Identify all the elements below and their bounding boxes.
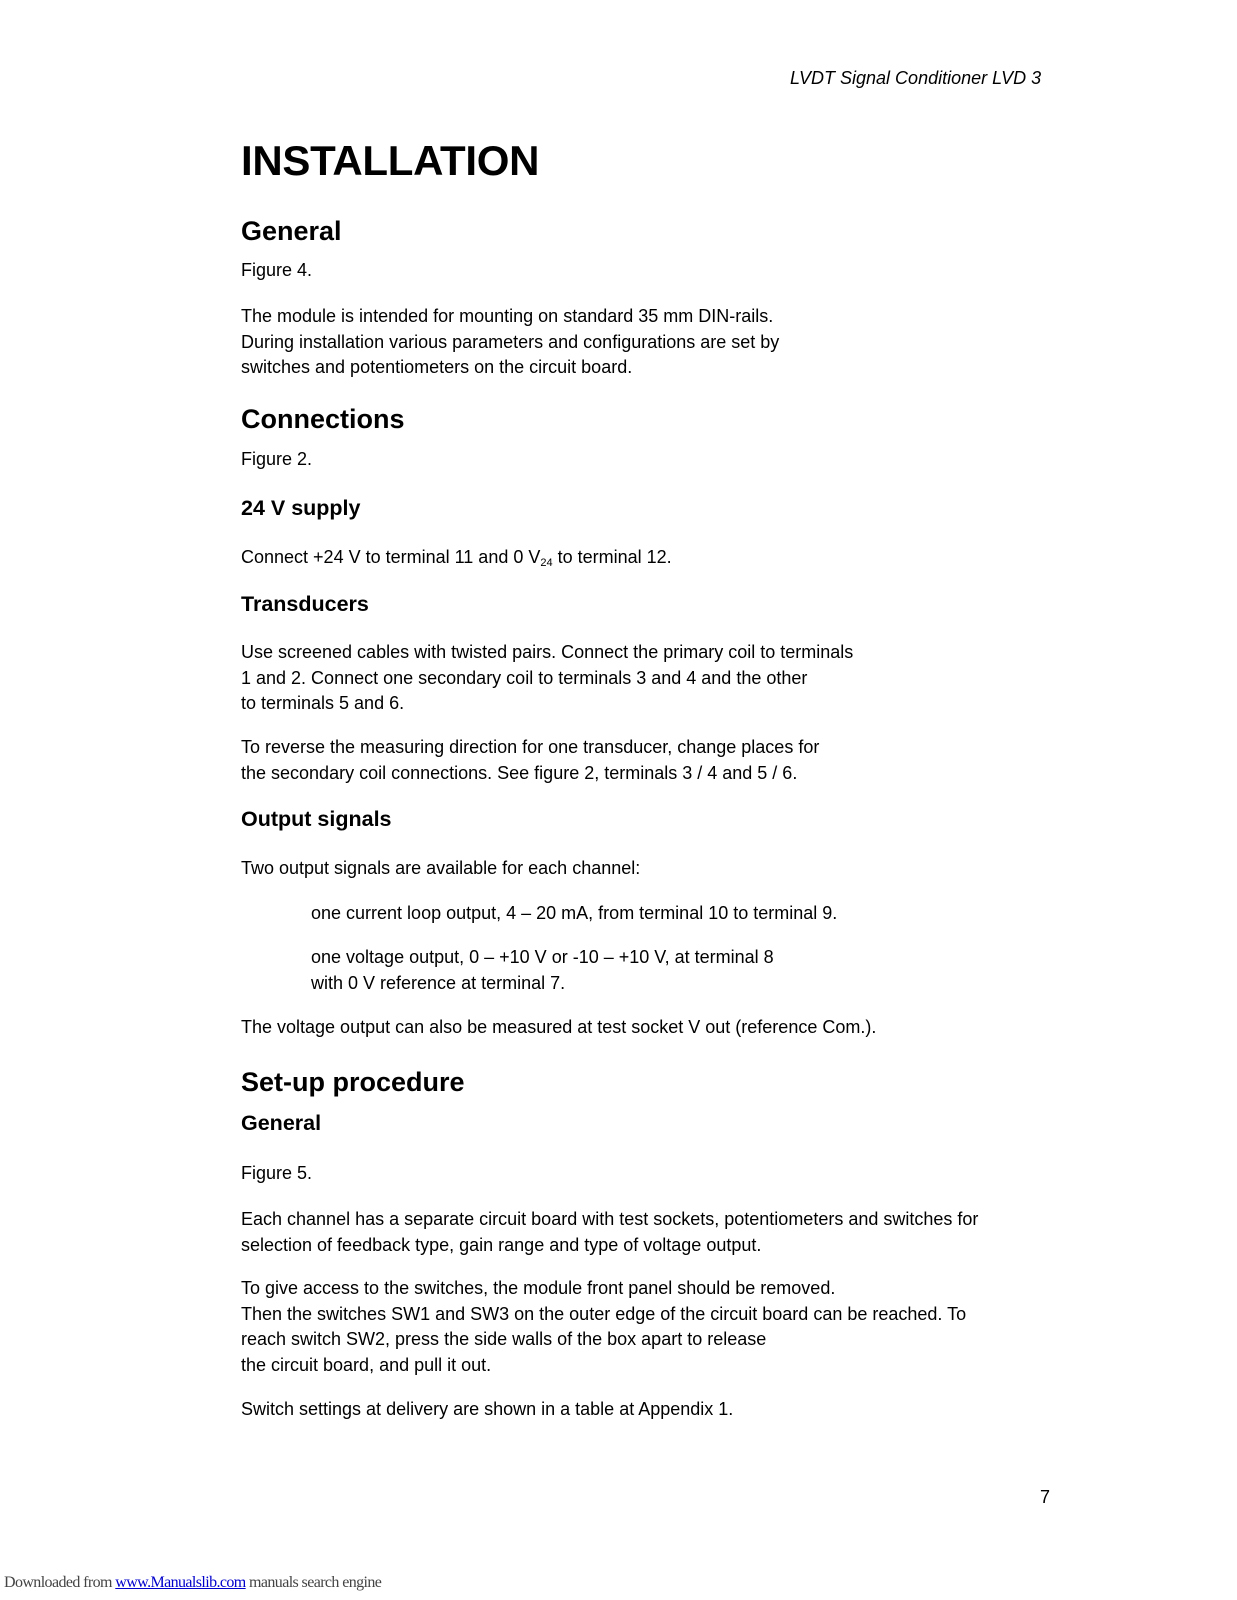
subheading-24v-supply: 24 V supply bbox=[241, 496, 361, 520]
subheading-transducers: Transducers bbox=[241, 592, 369, 616]
text-line: switches and potentiometers on the circuit board. bbox=[241, 357, 633, 377]
text-line: Use screened cables with twisted pairs. Connect the primary coil to terminals bbox=[241, 642, 854, 662]
transducers-paragraph-2 bbox=[241, 735, 819, 786]
text-line: To reverse the measuring direction for one transducer, change places for bbox=[241, 737, 820, 757]
supply-text-end: to terminal 12. bbox=[552, 547, 672, 567]
manualslib-link[interactable]: www.Manualslib.com bbox=[115, 1574, 246, 1591]
text-line: During installation various parameters and configurations are set by bbox=[241, 331, 780, 352]
figure-ref-connections: Figure 2. bbox=[241, 449, 313, 469]
figure-ref-general: Figure 4. bbox=[241, 260, 313, 280]
figure-ref-setup: Figure 5. bbox=[241, 1163, 313, 1183]
page-title: INSTALLATION bbox=[241, 137, 540, 184]
footer-prefix: Downloaded from bbox=[4, 1574, 116, 1591]
text-line: with 0 V reference at terminal 7. bbox=[311, 972, 566, 993]
page-number: 7 bbox=[1040, 1487, 1051, 1507]
output-closing: The voltage output can also be measured at test socket V out (reference Com.). bbox=[241, 1017, 877, 1037]
setup-paragraph-3: Switch settings at delivery are shown in a table at Appendix 1. bbox=[241, 1399, 734, 1419]
running-header: LVDT Signal Conditioner LVD 3 bbox=[790, 68, 1042, 88]
text-line: The module is intended for mounting on standard 35 mm DIN-rails. bbox=[241, 306, 774, 326]
section-heading-setup: Set-up procedure bbox=[241, 1067, 465, 1097]
section-heading-general: General bbox=[241, 216, 342, 246]
output-item-voltage bbox=[311, 945, 774, 996]
text-line: To give access to the switches, the module front panel should be removed. bbox=[241, 1278, 836, 1298]
text-line: reach switch SW2, press the side walls of the box apart to release bbox=[241, 1329, 767, 1349]
output-item-current-loop: one current loop output, 4 – 20 mA, from terminal 10 to terminal 9. bbox=[311, 903, 838, 923]
section-heading-connections: Connections bbox=[241, 404, 405, 434]
output-intro: Two output signals are available for each channel: bbox=[241, 858, 641, 878]
text-line: the secondary coil connections. See figure 2, terminals 3 / 4 and 5 / 6. bbox=[241, 762, 798, 783]
footer-suffix: manuals search engine bbox=[245, 1574, 382, 1591]
text-line: selection of feedback type, gain range and type of voltage output. bbox=[241, 1234, 762, 1255]
supply-text: Connect +24 V to terminal 11 and 0 V bbox=[241, 547, 541, 567]
subheading-setup-general: General bbox=[241, 1111, 322, 1135]
transducers-paragraph-1 bbox=[241, 640, 853, 717]
general-paragraph bbox=[241, 304, 779, 381]
text-line: to terminals 5 and 6. bbox=[241, 693, 405, 713]
text-line: Then the switches SW1 and SW3 on the outer edge of the circuit board can be reached. To bbox=[241, 1303, 967, 1324]
text-line: the circuit board, and pull it out. bbox=[241, 1354, 492, 1375]
supply-subscript: 24 bbox=[540, 557, 553, 569]
text-line: 1 and 2. Connect one secondary coil to terminals 3 and 4 and the other bbox=[241, 667, 808, 688]
supply-paragraph bbox=[241, 545, 672, 571]
subheading-output-signals: Output signals bbox=[241, 807, 392, 831]
text-line: one voltage output, 0 – +10 V or -10 – +10 V, at terminal 8 bbox=[311, 947, 774, 967]
download-footer bbox=[4, 1574, 381, 1592]
text-line: Each channel has a separate circuit board with test sockets, potentiometers and switches for bbox=[241, 1209, 979, 1229]
setup-paragraph-2 bbox=[241, 1276, 966, 1378]
setup-paragraph-1 bbox=[241, 1207, 978, 1258]
